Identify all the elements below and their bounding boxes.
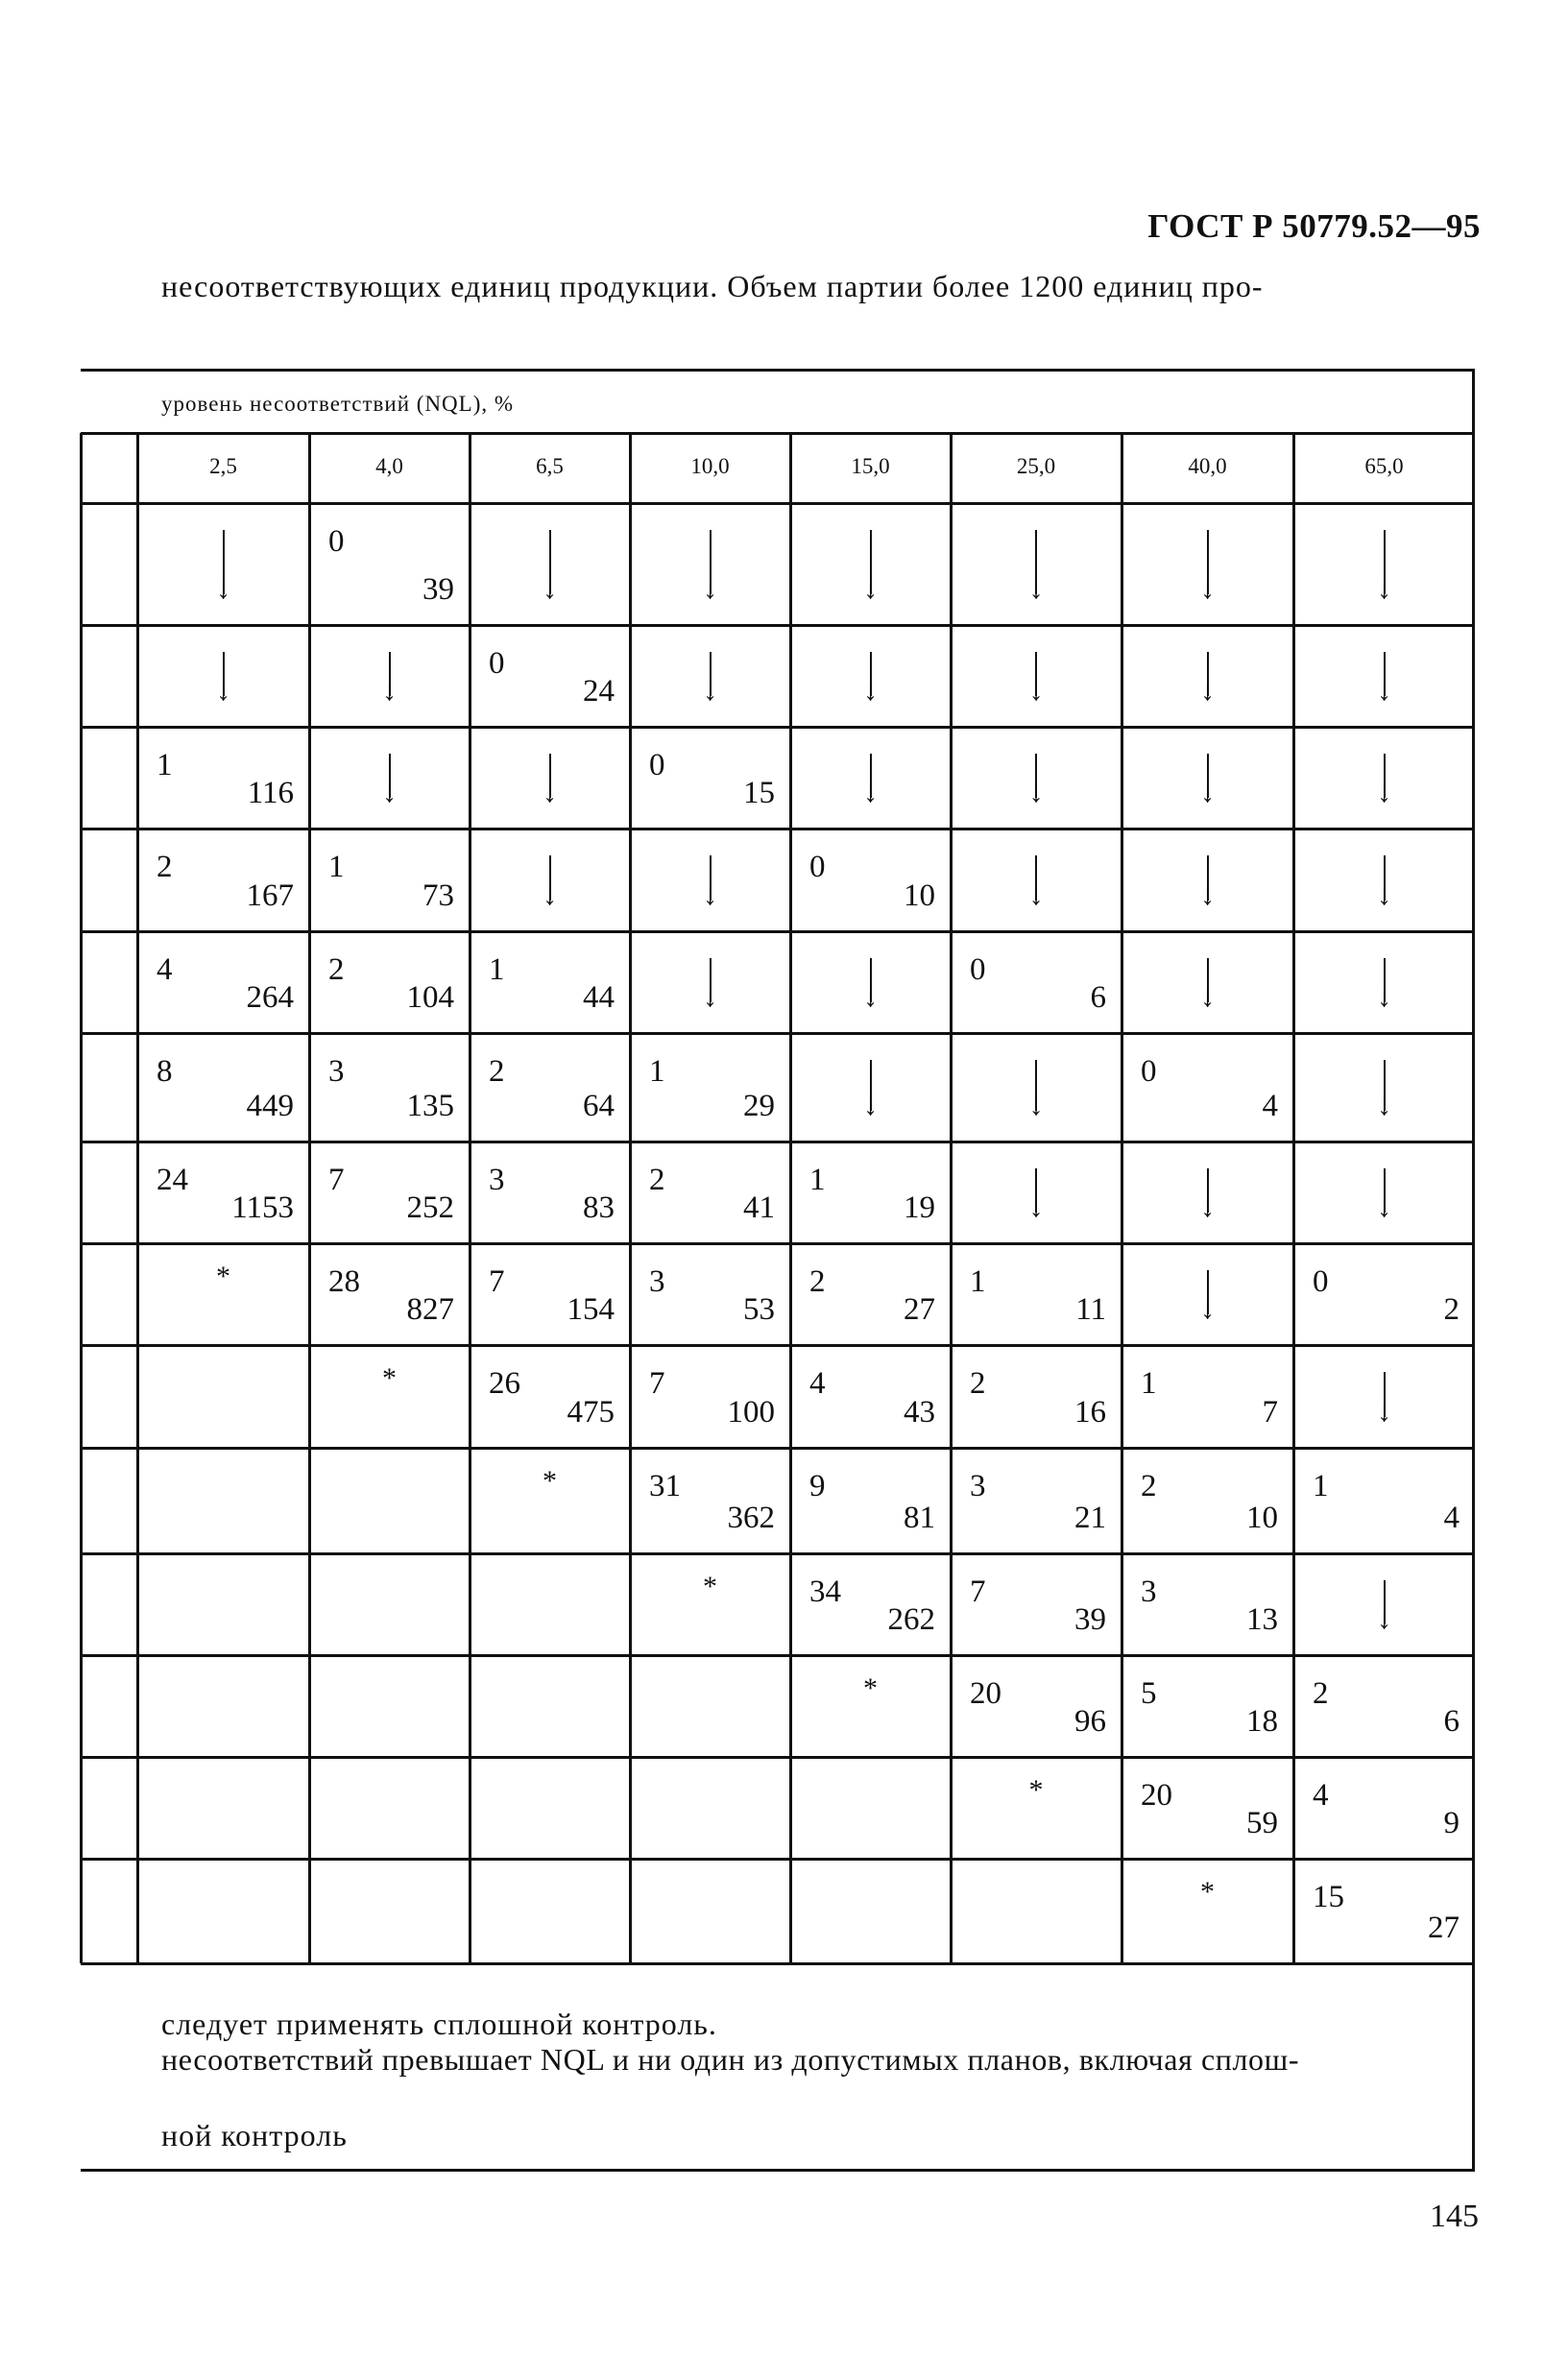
plan-cell [470, 1142, 630, 1243]
down-arrow-icon: ↓ [1200, 1191, 1215, 1223]
acceptance-number: 20 [1141, 1778, 1172, 1813]
sample-size: 27 [1428, 1911, 1459, 1945]
plan-cell [630, 1243, 790, 1345]
full-inspection-cell [630, 1553, 790, 1655]
plan-cell [1293, 1243, 1475, 1345]
arrow-cell [137, 625, 309, 727]
plan-cell [1122, 1448, 1293, 1553]
acceptance-number: 7 [970, 1575, 986, 1609]
arrow-cell [1122, 625, 1293, 727]
down-arrow-icon: ↓ [1377, 879, 1391, 911]
asterisk-mark: * [703, 1571, 717, 1602]
down-arrow-icon: ↓ [1377, 981, 1391, 1013]
arrow-cell [1122, 1243, 1293, 1345]
full-inspection-cell [309, 1345, 470, 1448]
down-arrow-icon: ↓ [1028, 879, 1044, 911]
down-arrow-icon: ↓ [1028, 777, 1044, 808]
plan-cell [1293, 1757, 1475, 1859]
empty-cell [630, 1757, 790, 1859]
sample-size: 167 [246, 878, 294, 913]
sample-size: 16 [1074, 1395, 1106, 1430]
acceptance-number: 2 [328, 952, 345, 987]
down-arrow-icon: ↓ [543, 573, 557, 605]
plan-cell [470, 625, 630, 727]
plan-cell [790, 1243, 951, 1345]
column-divider [80, 433, 83, 1963]
sample-size: 1153 [231, 1190, 294, 1225]
sample-size: 44 [583, 980, 615, 1015]
plan-cell [951, 931, 1122, 1033]
sample-size: 39 [422, 572, 454, 607]
sample-size: 362 [727, 1501, 775, 1535]
plan-cell [137, 1142, 309, 1243]
plan-cell [1122, 1655, 1293, 1757]
plan-cell [951, 1243, 1122, 1345]
sample-size: 262 [887, 1602, 935, 1637]
footnote-1: следует применять сплошной контроль. [161, 2007, 717, 2041]
acceptance-number: 0 [328, 524, 345, 559]
plan-cell [630, 1448, 790, 1553]
down-arrow-icon: ↓ [863, 675, 878, 707]
arrow-cell [309, 727, 470, 829]
down-arrow-icon: ↓ [863, 1090, 878, 1121]
empty-cell [137, 1448, 309, 1553]
acceptance-number: 1 [157, 748, 173, 782]
acceptance-number: 1 [970, 1264, 986, 1299]
sample-size: 29 [743, 1089, 775, 1123]
sample-size: 24 [583, 674, 615, 709]
plan-cell [1122, 1553, 1293, 1655]
down-arrow-icon: ↓ [1028, 1090, 1044, 1121]
arrow-cell [951, 625, 1122, 727]
acceptance-number: 2 [489, 1054, 505, 1089]
arrow-cell [630, 503, 790, 625]
acceptance-number: 2 [157, 850, 173, 884]
plan-cell [1122, 1757, 1293, 1859]
sample-size: 73 [422, 878, 454, 913]
plan-cell [470, 1243, 630, 1345]
empty-cell [630, 1655, 790, 1757]
down-arrow-icon: ↓ [1200, 981, 1215, 1013]
arrow-cell [951, 1142, 1122, 1243]
full-inspection-cell [137, 1243, 309, 1345]
arrow-cell [1293, 931, 1475, 1033]
plan-cell [137, 931, 309, 1033]
plan-cell [1122, 1033, 1293, 1142]
arrow-cell [1122, 931, 1293, 1033]
sample-size: 53 [743, 1292, 775, 1327]
arrow-cell [630, 625, 790, 727]
empty-cell [470, 1859, 630, 1963]
arrow-cell [1293, 1142, 1475, 1243]
empty-cell [470, 1757, 630, 1859]
acceptance-number: 1 [328, 850, 345, 884]
down-arrow-icon: ↓ [703, 675, 717, 707]
down-arrow-icon: ↓ [1200, 675, 1215, 707]
acceptance-number: 1 [1313, 1469, 1329, 1503]
down-arrow-icon: ↓ [703, 981, 717, 1013]
plan-cell [790, 1345, 951, 1448]
empty-cell [309, 1553, 470, 1655]
plan-cell [630, 1033, 790, 1142]
arrow-cell [951, 727, 1122, 829]
acceptance-number: 1 [1141, 1366, 1157, 1401]
acceptance-number: 1 [809, 1163, 826, 1197]
acceptance-number: 9 [809, 1469, 826, 1503]
down-arrow-icon: ↓ [1200, 573, 1215, 605]
plan-cell [309, 931, 470, 1033]
acceptance-number: 7 [489, 1264, 505, 1299]
sampling-plan-table [81, 433, 1475, 1963]
acceptance-number: 2 [809, 1264, 826, 1299]
footnote-2: несоответствий превышает NQL и ни один из допустимых планов, включая сплош- [161, 2042, 1300, 2077]
arrow-cell [790, 727, 951, 829]
sample-size: 59 [1246, 1806, 1278, 1840]
sample-size: 2 [1443, 1292, 1459, 1327]
plan-cell [309, 1142, 470, 1243]
nql-column-header: 40,0 [1188, 454, 1227, 478]
sample-size: 83 [583, 1190, 615, 1225]
acceptance-number: 0 [809, 850, 826, 884]
down-arrow-icon: ↓ [863, 573, 878, 605]
sample-size: 154 [567, 1292, 615, 1327]
sample-size: 11 [1075, 1292, 1106, 1327]
sample-size: 116 [247, 776, 294, 810]
sample-size: 100 [727, 1395, 775, 1430]
arrow-cell [1122, 1142, 1293, 1243]
arrow-cell [1293, 727, 1475, 829]
down-arrow-icon: ↓ [1200, 1293, 1215, 1325]
down-arrow-icon: ↓ [703, 879, 717, 911]
sample-size: 27 [904, 1292, 935, 1327]
down-arrow-icon: ↓ [1377, 1090, 1391, 1121]
sample-size: 96 [1074, 1704, 1106, 1739]
sample-size: 4 [1443, 1501, 1459, 1535]
nql-column-header: 15,0 [851, 454, 890, 478]
acceptance-number: 4 [1313, 1778, 1329, 1813]
sample-size: 7 [1262, 1395, 1278, 1430]
arrow-cell [951, 503, 1122, 625]
arrow-cell [470, 503, 630, 625]
arrow-cell [951, 829, 1122, 931]
full-inspection-cell [470, 1448, 630, 1553]
sample-size: 6 [1443, 1704, 1459, 1739]
arrow-cell [951, 1033, 1122, 1142]
plan-cell [309, 829, 470, 931]
down-arrow-icon: ↓ [1200, 777, 1215, 808]
intro-text: несоответствующих единиц продукции. Объем партии более 1200 единиц про- [161, 269, 1264, 303]
down-arrow-icon: ↓ [1200, 879, 1215, 911]
arrow-cell [470, 727, 630, 829]
empty-cell [309, 1448, 470, 1553]
acceptance-number: 3 [489, 1163, 505, 1197]
acceptance-number: 8 [157, 1054, 173, 1089]
sample-size: 104 [406, 980, 454, 1015]
acceptance-number: 31 [649, 1469, 681, 1503]
plan-cell [1122, 1345, 1293, 1448]
arrow-cell [1122, 727, 1293, 829]
acceptance-number: 0 [649, 748, 665, 782]
sample-size: 43 [904, 1395, 935, 1430]
plan-cell [1293, 1655, 1475, 1757]
plan-cell [790, 1142, 951, 1243]
acceptance-number: 3 [328, 1054, 345, 1089]
nql-column-header: 2,5 [209, 454, 237, 478]
down-arrow-icon: ↓ [1377, 1603, 1391, 1635]
document-title: ГОСТ Р 50779.52—95 [1147, 207, 1481, 245]
full-inspection-cell [790, 1655, 951, 1757]
acceptance-number: 24 [157, 1163, 188, 1197]
plan-cell [951, 1448, 1122, 1553]
arrow-cell [790, 1033, 951, 1142]
empty-cell [790, 1859, 951, 1963]
nql-column-header: 25,0 [1016, 454, 1056, 478]
acceptance-number: 34 [809, 1575, 841, 1609]
nql-column-header: 65,0 [1364, 454, 1404, 478]
sample-size: 4 [1262, 1089, 1278, 1123]
arrow-cell [1293, 503, 1475, 625]
sample-size: 6 [1090, 980, 1106, 1015]
sample-size: 475 [567, 1395, 615, 1430]
row-divider [81, 432, 1475, 435]
down-arrow-icon: ↓ [1377, 1191, 1391, 1223]
nql-caption: уровень несоответствий (NQL), % [161, 392, 515, 416]
down-arrow-icon: ↓ [863, 981, 878, 1013]
acceptance-number: 3 [649, 1264, 665, 1299]
arrow-cell [790, 503, 951, 625]
acceptance-number: 26 [489, 1366, 520, 1401]
sample-size: 21 [1074, 1501, 1106, 1535]
acceptance-number: 0 [1313, 1264, 1329, 1299]
down-arrow-icon: ↓ [1028, 675, 1044, 707]
plan-cell [470, 1345, 630, 1448]
empty-cell [309, 1859, 470, 1963]
arrow-cell [790, 625, 951, 727]
asterisk-mark: * [1028, 1774, 1044, 1806]
acceptance-number: 2 [970, 1366, 986, 1401]
plan-cell [951, 1553, 1122, 1655]
acceptance-number: 7 [328, 1163, 345, 1197]
down-arrow-icon: ↓ [1377, 675, 1391, 707]
sample-size: 135 [406, 1089, 454, 1123]
arrow-cell [1293, 829, 1475, 931]
arrow-cell [790, 931, 951, 1033]
plan-cell [790, 1448, 951, 1553]
sample-size: 449 [246, 1089, 294, 1123]
sample-size: 13 [1246, 1602, 1278, 1637]
down-arrow-icon: ↓ [1028, 1191, 1044, 1223]
acceptance-number: 28 [328, 1264, 360, 1299]
full-inspection-cell [1122, 1859, 1293, 1963]
down-arrow-icon: ↓ [216, 675, 230, 707]
arrow-cell [1122, 829, 1293, 931]
empty-cell [630, 1859, 790, 1963]
empty-cell [137, 1859, 309, 1963]
asterisk-mark: * [863, 1672, 878, 1704]
asterisk-mark: * [382, 1362, 397, 1394]
plan-cell [630, 1142, 790, 1243]
sample-size: 39 [1074, 1602, 1106, 1637]
nql-column-header: 4,0 [375, 454, 403, 478]
acceptance-number: 2 [649, 1163, 665, 1197]
acceptance-number: 1 [649, 1054, 665, 1089]
nql-column-header: 10,0 [690, 454, 730, 478]
sample-size: 827 [406, 1292, 454, 1327]
footnote-3: ной контроль [161, 2118, 348, 2152]
plan-cell [309, 1033, 470, 1142]
empty-cell [951, 1859, 1122, 1963]
acceptance-number: 2 [1313, 1676, 1329, 1711]
nql-column-header: 6,5 [536, 454, 564, 478]
plan-cell [790, 1553, 951, 1655]
acceptance-number: 3 [1141, 1575, 1157, 1609]
acceptance-number: 20 [970, 1676, 1001, 1711]
down-arrow-icon: ↓ [1028, 573, 1044, 605]
acceptance-number: 5 [1141, 1676, 1157, 1711]
plan-cell [1293, 1448, 1475, 1553]
sample-size: 10 [904, 878, 935, 913]
arrow-cell [1293, 625, 1475, 727]
plan-cell [137, 829, 309, 931]
arrow-cell [470, 829, 630, 931]
acceptance-number: 4 [809, 1366, 826, 1401]
plan-cell [137, 1033, 309, 1142]
empty-cell [309, 1655, 470, 1757]
down-arrow-icon: ↓ [863, 777, 878, 808]
plan-cell [309, 1243, 470, 1345]
footnotes [161, 2007, 1299, 2153]
asterisk-mark: * [543, 1465, 557, 1497]
plan-cell [790, 829, 951, 931]
arrow-cell [630, 829, 790, 931]
down-arrow-icon: ↓ [216, 573, 230, 605]
arrow-cell [630, 931, 790, 1033]
empty-cell [137, 1655, 309, 1757]
empty-cell [137, 1345, 309, 1448]
sample-size: 252 [406, 1190, 454, 1225]
sample-size: 64 [583, 1089, 615, 1123]
acceptance-number: 0 [970, 952, 986, 987]
sample-size: 81 [904, 1501, 935, 1535]
sample-size: 18 [1246, 1704, 1278, 1739]
arrow-cell [137, 503, 309, 625]
asterisk-mark: * [216, 1261, 230, 1292]
empty-cell [470, 1553, 630, 1655]
sample-size: 10 [1246, 1501, 1278, 1535]
sample-size: 264 [246, 980, 294, 1015]
acceptance-number: 2 [1141, 1469, 1157, 1503]
arrow-cell [1293, 1553, 1475, 1655]
plan-cell [951, 1345, 1122, 1448]
acceptance-number: 0 [489, 646, 505, 681]
arrow-cell [309, 625, 470, 727]
page-number: 145 [1430, 2199, 1479, 2234]
empty-cell [309, 1757, 470, 1859]
empty-cell [137, 1553, 309, 1655]
acceptance-number: 1 [489, 952, 505, 987]
acceptance-number: 4 [157, 952, 173, 987]
empty-cell [790, 1757, 951, 1859]
plan-cell [630, 727, 790, 829]
empty-cell [470, 1655, 630, 1757]
acceptance-number: 7 [649, 1366, 665, 1401]
sample-size: 19 [904, 1190, 935, 1225]
plan-cell [951, 1655, 1122, 1757]
plan-cell [470, 931, 630, 1033]
plan-cell [137, 727, 309, 829]
acceptance-number: 15 [1313, 1880, 1344, 1914]
arrow-cell [1122, 503, 1293, 625]
empty-cell [137, 1757, 309, 1859]
down-arrow-icon: ↓ [1377, 777, 1391, 808]
down-arrow-icon: ↓ [382, 777, 397, 808]
sample-size: 9 [1443, 1806, 1459, 1840]
down-arrow-icon: ↓ [703, 573, 717, 605]
sample-size: 41 [743, 1190, 775, 1225]
asterisk-mark: * [1200, 1876, 1215, 1908]
down-arrow-icon: ↓ [382, 675, 397, 707]
plan-cell [1293, 1859, 1475, 1963]
arrow-cell [1293, 1033, 1475, 1142]
down-arrow-icon: ↓ [1377, 1396, 1391, 1428]
acceptance-number: 3 [970, 1469, 986, 1503]
down-arrow-icon: ↓ [543, 879, 557, 911]
down-arrow-icon: ↓ [1377, 573, 1391, 605]
down-arrow-icon: ↓ [543, 777, 557, 808]
arrow-cell [1293, 1345, 1475, 1448]
sample-size: 15 [743, 776, 775, 810]
full-inspection-cell [951, 1757, 1122, 1859]
plan-cell [309, 503, 470, 625]
plan-cell [630, 1345, 790, 1448]
plan-cell [470, 1033, 630, 1142]
acceptance-number: 0 [1141, 1054, 1157, 1089]
